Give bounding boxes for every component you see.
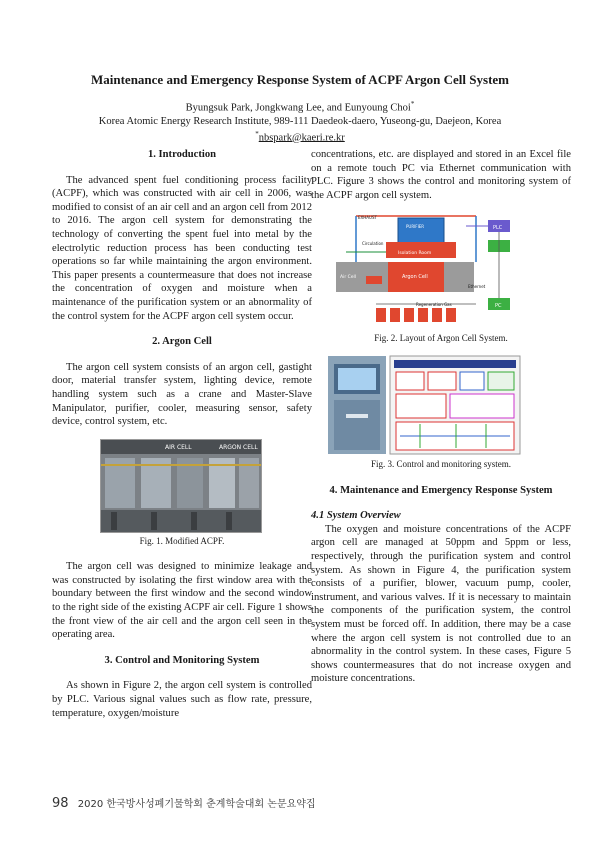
authors: Byungsuk Park, Jongkwang Lee, and Eunyoung Choi: [185, 102, 411, 114]
paragraph: As shown in Figure 2, the argon cell system is controlled by PLC. Various signal values such as flow rate, pressure, temperature, oxygen/moisture: [52, 680, 312, 719]
fig1-label-air: AIR CELL: [165, 443, 192, 451]
section-heading: 2. Argon Cell: [152, 336, 212, 348]
left-column: [52, 148, 312, 720]
fig2-label-regeneration-gas: Regeneration Gas: [416, 302, 452, 308]
author-block: Byungsuk Park, Jongkwang Lee, and Eunyoung Choi* Korea Atomic Energy Research Institute, 989-111 Daedeok-daero, Yuseong-gu, Daejeon, Korea *nbspark@kaeri.re.kr: [0, 98, 600, 144]
email-link[interactable]: nbspark@kaeri.re.kr: [258, 132, 345, 143]
fig2-label-argon-cell: Argon Cell: [402, 274, 428, 281]
figure-3-photo: [326, 354, 522, 456]
figure-1-photo: [100, 439, 262, 533]
fig3-image: [326, 354, 522, 456]
fig2-label-air-cell: Air Cell: [340, 275, 357, 281]
fig2-label-isolation-room: Isolation Room: [398, 251, 432, 257]
page-number: 98: [52, 796, 69, 811]
fig2-label-pc: PC: [495, 303, 502, 310]
paper-title: Maintenance and Emergency Response System of ACPF Argon Cell System: [90, 72, 509, 87]
section-heading: 1. Introduction: [147, 149, 217, 160]
fig2-label-exhaust: EXHAUST: [358, 215, 377, 221]
figure-2-diagram: [326, 212, 522, 330]
figure-2-caption: Fig. 2. Layout of Argon Cell System.: [374, 333, 508, 344]
fig2-label-circulation: Circulation: [362, 241, 384, 247]
figure-3-caption: Fig. 3. Control and monitoring system.: [370, 458, 511, 469]
paragraph: The argon cell was designed to minimize leakage and was constructed by isolating the first window area with the boundary between the first window and the second window to the right side of the existing ACPF air cell. Figure 1 shows the front view of the air cell and the argon cell seen in the operating area.: [52, 561, 312, 641]
paragraph: The argon cell system consists of an argon cell, gastight door, material transfer system, lighting device, remote handling system such as a crane and Master-Slave Manipulator, purifier, cooler, measuring sensor, safety device, control system, etc.: [52, 361, 312, 428]
page-footer: [52, 795, 316, 811]
section-heading: 3. Control and Monitoring System: [104, 654, 260, 666]
figure-1-caption: Fig. 1. Modified ACPF.: [139, 535, 225, 546]
paragraph: The oxygen and moisture concentrations of the ACPF argon cell are managed at 50ppm and 5ppm or less, respectively, through the purification system and control system. As shown in Figure 4, the purification system consists of a purifier, blower, vacuum pump, cooler, instrument, and various valves. If it is necessary to maintain the components of the purification system, the control system must be forced off. In addition, there may be a case where the argon cell system is not controlled due to an abnormality in the control system. In these cases, Figure 5 shows countermeasures that do not increase oxygen and moisture concentrations.: [311, 523, 571, 685]
fig1-label-argon: ARGON CELL: [219, 443, 258, 451]
fig2-label-plc: PLC: [493, 225, 503, 232]
paragraph: The advanced spent fuel conditioning process facility (ACPF), which was constructed with air cell in 2006, was modified to consist of an air cell and an argon cell from 2012 to 2016. The argon cell system for demonstrating the technology of converting the spent fuel into metal by the electrolytic reduction process has been conducting test operations so far while maintaining the argon environment. This paper presents a countermeasure that does not increase the concentration of oxygen and moisture when a maintenance of the purification system or an abnormality of the control system for the ACPF argon cell system occur.: [52, 174, 312, 322]
fig2-label-purifier: PURIFIER: [406, 224, 425, 230]
subsection-heading: 4.1 System Overview: [311, 510, 401, 522]
conference-name: 2020 한국방사성폐기물학회 춘계학술대회 논문요약집: [77, 799, 316, 810]
paragraph: concentrations, etc. are displayed and stored in an Excel file on a remote touch PC via Ethernet communication with PLC. Figure 3 shows the control and monitoring system of the ACPF argon cell system.: [311, 149, 571, 201]
fig2-label-ethernet: Ethernet: [468, 284, 486, 290]
right-column: [311, 148, 571, 686]
affiliation: Korea Atomic Energy Research Institute, 989-111 Daedeok-daero, Yuseong-gu, Daejeon, Korea: [98, 115, 502, 127]
section-heading: 4. Maintenance and Emergency Response System: [329, 484, 553, 496]
